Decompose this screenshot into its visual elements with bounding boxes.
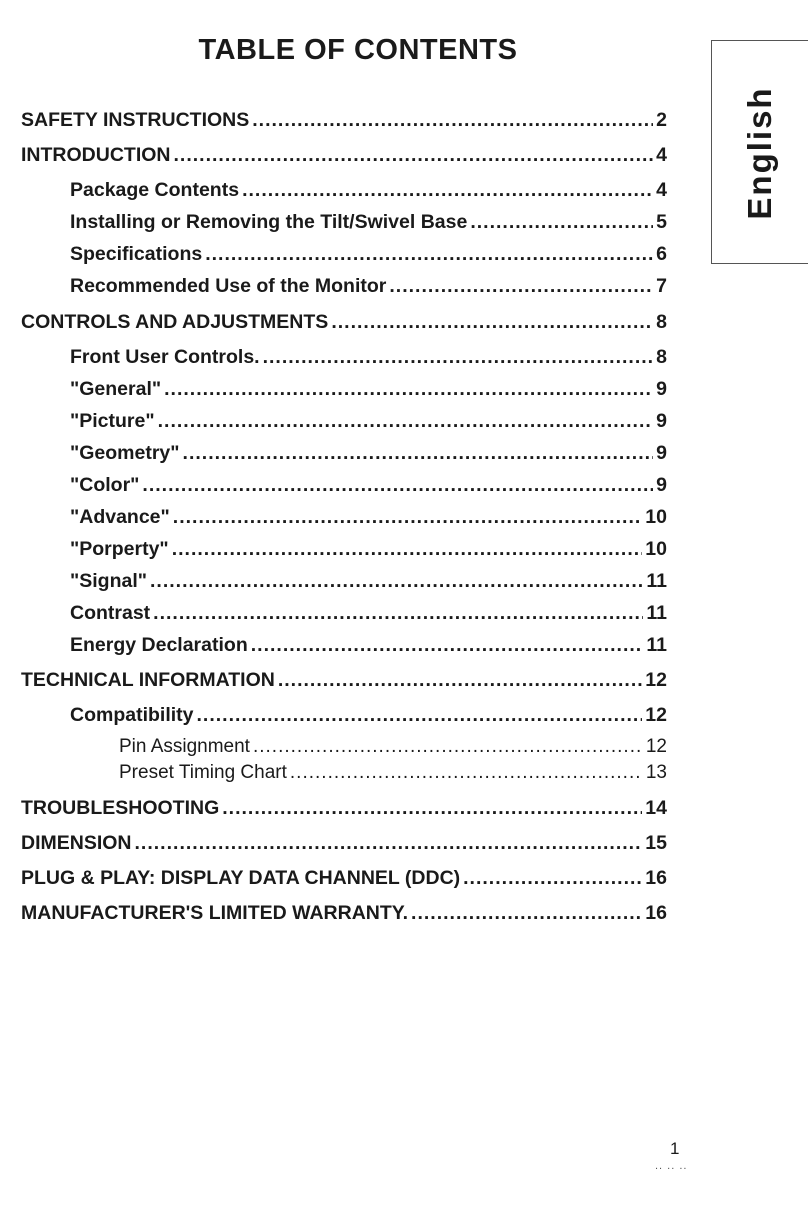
toc-leader-dots xyxy=(331,310,653,334)
toc-entry-title: "Signal" xyxy=(70,570,148,592)
toc-leader-dots xyxy=(174,143,654,167)
toc-leader-dots xyxy=(389,274,653,298)
toc-entry-page: 9 xyxy=(656,474,667,496)
toc-leader-dots xyxy=(242,178,653,202)
toc-entry-page: 4 xyxy=(656,179,667,201)
toc-entry-page: 2 xyxy=(656,109,667,131)
toc-entry-page: 12 xyxy=(645,704,667,726)
toc-entry xyxy=(70,703,667,727)
toc-entry-title: Pin Assignment xyxy=(119,736,250,757)
toc-leader-dots xyxy=(278,668,642,692)
toc-entry-page: 12 xyxy=(645,669,667,691)
toc-entry-page: 11 xyxy=(646,570,667,592)
toc-entry-title: Recommended Use of the Monitor xyxy=(70,275,387,297)
toc-entry-page: 13 xyxy=(645,762,667,783)
toc-entry xyxy=(70,537,667,561)
toc-entry-title: "Advance" xyxy=(70,506,170,528)
toc-entry-page: 16 xyxy=(645,867,667,889)
toc-leader-dots xyxy=(153,601,643,625)
toc-entry-page: 12 xyxy=(645,736,667,757)
toc-entry-page: 9 xyxy=(656,410,667,432)
toc-leader-dots xyxy=(411,901,642,925)
toc-entry-page: 9 xyxy=(656,378,667,400)
toc-entry xyxy=(21,831,667,855)
toc-leader-dots xyxy=(222,796,642,820)
toc-leader-dots xyxy=(290,761,643,785)
toc-entry xyxy=(70,409,667,433)
toc-entry-title: INTRODUCTION xyxy=(21,144,171,166)
toc-entry-title: TROUBLESHOOTING xyxy=(21,797,220,819)
toc-entry xyxy=(70,505,667,529)
toc-entry-title: "Color" xyxy=(70,474,140,496)
toc-entry-page: 8 xyxy=(656,311,667,333)
toc-entry xyxy=(21,310,667,334)
toc-leader-dots xyxy=(173,505,643,529)
toc-entry xyxy=(70,633,667,657)
toc-entry-title: Specifications xyxy=(70,243,203,265)
toc-entry-title: Front User Controls. xyxy=(70,346,260,368)
toc-leader-dots xyxy=(253,735,643,759)
footer-mark: .. .. .. xyxy=(655,1160,688,1172)
toc-entry-page: 14 xyxy=(645,797,667,819)
toc-entry-title: Contrast xyxy=(70,602,151,624)
toc-entry xyxy=(70,601,667,625)
toc-entry-title: Compatibility xyxy=(70,704,194,726)
toc-entry-page: 10 xyxy=(645,538,667,560)
toc-entry xyxy=(21,901,667,925)
toc-entry-title: "Porperty" xyxy=(70,538,169,560)
toc-entry-title: Preset Timing Chart xyxy=(119,762,287,783)
toc-entry xyxy=(70,441,667,465)
toc-entry xyxy=(70,210,667,234)
toc-entry xyxy=(21,866,667,890)
toc-leader-dots xyxy=(135,831,643,855)
toc-entry xyxy=(70,377,667,401)
toc-leader-dots xyxy=(183,441,654,465)
toc-entry-page: 9 xyxy=(656,442,667,464)
toc-entry xyxy=(21,796,667,820)
toc-entry-page: 15 xyxy=(645,832,667,854)
toc-entry-title: "Geometry" xyxy=(70,442,180,464)
toc-entry-page: 8 xyxy=(656,346,667,368)
toc-leader-dots xyxy=(251,633,644,657)
toc-entry xyxy=(70,242,667,266)
toc-entry-page: 7 xyxy=(656,275,667,297)
toc-entry xyxy=(21,143,667,167)
toc-leader-dots xyxy=(150,569,643,593)
toc-entry-page: 5 xyxy=(656,211,667,233)
toc-entry-page: 6 xyxy=(656,243,667,265)
toc-entry-page: 11 xyxy=(646,634,667,656)
page-title: TABLE OF CONTENTS xyxy=(198,34,518,66)
toc-entry xyxy=(21,668,667,692)
toc-leader-dots xyxy=(197,703,643,727)
toc-entry-page: 16 xyxy=(645,902,667,924)
toc-entry-title: Package Contents xyxy=(70,179,240,201)
toc-entry xyxy=(119,735,667,759)
toc-leader-dots xyxy=(463,866,642,890)
toc-entry-title: SAFETY INSTRUCTIONS xyxy=(21,109,250,131)
toc-entry xyxy=(70,178,667,202)
language-tab-label: English xyxy=(741,86,778,220)
toc-entry-title: "General" xyxy=(70,378,162,400)
toc-entry xyxy=(70,569,667,593)
toc-leader-dots xyxy=(263,345,654,369)
toc-entry-page: 11 xyxy=(646,602,667,624)
toc-entry-title: MANUFACTURER'S LIMITED WARRANTY. xyxy=(21,902,409,924)
toc-leader-dots xyxy=(142,473,653,497)
toc-leader-dots xyxy=(205,242,653,266)
toc-leader-dots xyxy=(158,409,654,433)
toc-entry-title: Installing or Removing the Tilt/Swivel Base xyxy=(70,211,468,233)
toc-entry-title: "Picture" xyxy=(70,410,155,432)
toc-leader-dots xyxy=(172,537,643,561)
toc-leader-dots xyxy=(252,108,653,132)
toc-entry xyxy=(119,761,667,785)
toc-leader-dots xyxy=(164,377,653,401)
toc-entry-title: DIMENSION xyxy=(21,832,132,854)
toc-entry-title: Energy Declaration xyxy=(70,634,248,656)
page-number: 1 xyxy=(670,1139,680,1158)
toc-entry xyxy=(70,345,667,369)
toc-entry xyxy=(70,473,667,497)
toc-leader-dots xyxy=(470,210,653,234)
toc-entry xyxy=(70,274,667,298)
toc-entry-title: CONTROLS AND ADJUSTMENTS xyxy=(21,311,329,333)
toc-entry-title: TECHNICAL INFORMATION xyxy=(21,669,275,691)
toc-entry-page: 10 xyxy=(645,506,667,528)
toc-entry-page: 4 xyxy=(656,144,667,166)
toc-entry-title: PLUG & PLAY: DISPLAY DATA CHANNEL (DDC) xyxy=(21,867,461,889)
toc-entry xyxy=(21,108,667,132)
